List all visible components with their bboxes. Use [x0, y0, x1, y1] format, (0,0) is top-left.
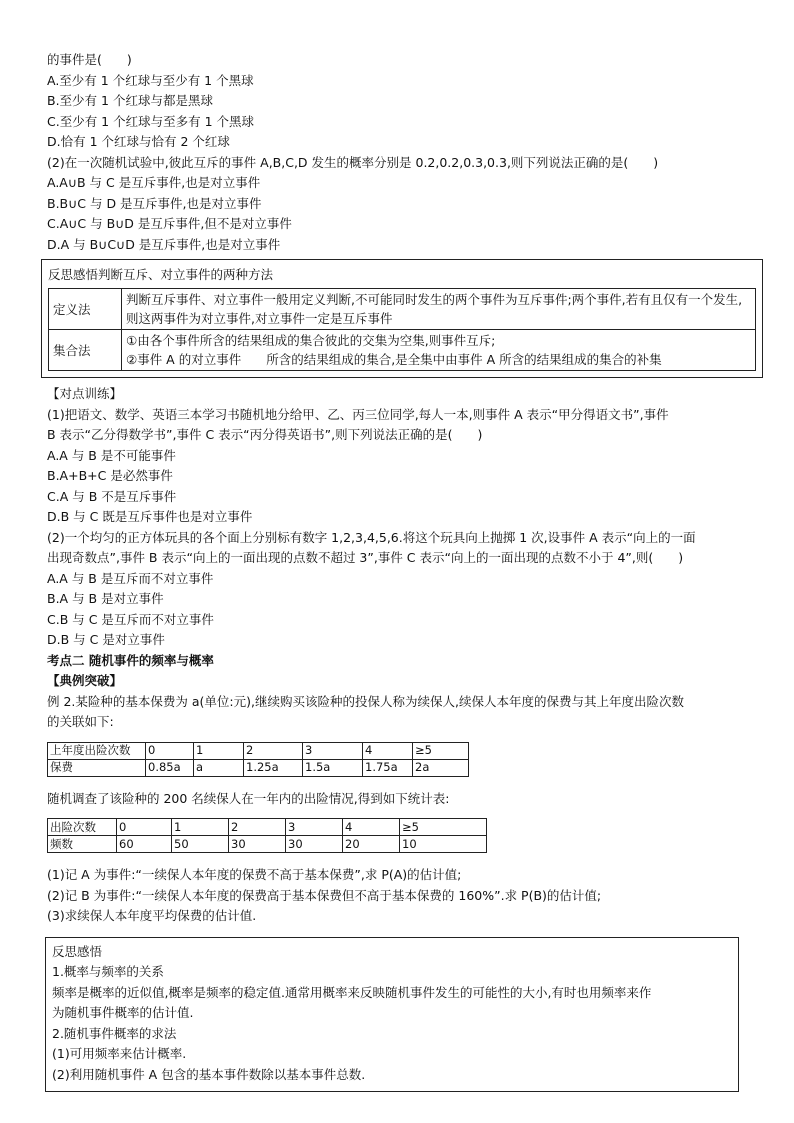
table-cell: 出险次数	[48, 819, 117, 836]
table-cell: 60	[117, 836, 172, 853]
table-cell: 1	[194, 742, 244, 759]
table-cell: 2	[229, 819, 286, 836]
method-content	[122, 330, 756, 371]
training-q2-stem: 出现奇数点”,事件 B 表示“向上的一面出现的点数不超过 3”,事件 C 表示“向上的一面出现的点数不小于 4”,则( )	[47, 550, 684, 565]
q2-option-a: A.A∪B 与 C 是互斥事件,也是对立事件	[47, 175, 261, 190]
table-cell: 3	[303, 742, 363, 759]
reflection-point-item: (2)利用随机事件 A 包含的基本事件数除以基本事件总数.	[52, 1066, 366, 1082]
table-row	[48, 742, 469, 759]
sub-question-3: (3)求续保人本年度平均保费的估计值.	[47, 908, 257, 923]
training-q1-option-b: B.A+B+C 是必然事件	[47, 468, 173, 483]
reflection-title: 反思感悟	[52, 943, 103, 959]
table-cell: 4	[363, 742, 413, 759]
methods-table	[48, 288, 756, 371]
document-page	[47, 50, 767, 1092]
table-cell: 2	[244, 742, 303, 759]
training-q2-option-d: D.B 与 C 是对立事件	[47, 632, 165, 647]
table-cell: 0	[146, 742, 194, 759]
training-q2-option-c: C.B 与 C 是互斥而不对立事件	[47, 611, 214, 627]
table-cell: 50	[172, 836, 229, 853]
survey-text: 随机调查了该险种的 200 名续保人在一年内的出险情况,得到如下统计表:	[47, 790, 450, 806]
reflection-point-item: (1)可用频率来估计概率.	[52, 1046, 187, 1061]
table-cell: 上年度出险次数	[48, 742, 146, 759]
reflection-point-title: 1.概率与频率的关系	[52, 964, 164, 979]
table-row	[49, 330, 756, 371]
sub-question-1: (1)记 A 为事件:“一续保人本年度的保费不高于基本保费”,求 P(A)的估计值;	[47, 867, 462, 882]
table-cell: 1.25a	[244, 759, 303, 776]
q1-option-a: A.至少有 1 个红球与至少有 1 个黑球	[47, 72, 254, 88]
example-text: 的关联如下:	[47, 714, 114, 729]
reflection-point-title: 2.随机事件概率的求法	[52, 1025, 177, 1041]
training-q1-option-d: D.B 与 C 既是互斥事件也是对立事件	[47, 509, 253, 524]
section-title: 考点二 随机事件的频率与概率	[47, 652, 214, 668]
table-cell: ≥5	[413, 742, 469, 759]
table-cell: 0	[117, 819, 172, 836]
reflection-box-probability	[45, 937, 739, 1093]
table-cell: 1	[172, 819, 229, 836]
training-q1-stem: (1)把语文、数学、英语三本学习书随机地分给甲、乙、丙三位同学,每人一本,则事件 A 表示“甲分得语文书”,事件	[47, 406, 669, 422]
training-q1-stem: B 表示“乙分得数学书”,事件 C 表示“丙分得英语书”,则下列说法正确的是( )	[47, 427, 483, 442]
sub-question-2: (2)记 B 为事件:“一续保人本年度的保费高于基本保费但不高于基本保费的 160%”.求 P(B)的估计值;	[47, 887, 602, 903]
example-heading: 【典例突破】	[47, 673, 123, 688]
reflection-point-text: 为随机事件概率的估计值.	[52, 1005, 194, 1020]
table-cell: 0.85a	[146, 759, 194, 776]
example-text: 例 2.某险种的基本保费为 a(单位:元),继续购买该险种的投保人称为续保人,续保人本年度的保费与其上年度出险次数	[47, 693, 684, 709]
table-cell: 2a	[413, 759, 469, 776]
q2-option-d: D.A 与 B∪C∪D 是互斥事件,也是对立事件	[47, 236, 281, 252]
q1-option-c: C.至少有 1 个红球与至多有 1 个黑球	[47, 113, 255, 129]
q2-option-c: C.A∪C 与 B∪D 是互斥事件,但不是对立事件	[47, 216, 292, 231]
training-q1-option-c: C.A 与 B 不是互斥事件	[47, 488, 177, 504]
table-cell: 3	[286, 819, 343, 836]
table-cell: 1.5a	[303, 759, 363, 776]
training-heading: 【对点训练】	[47, 386, 123, 401]
training-q2-option-a: A.A 与 B 是互斥而不对立事件	[47, 570, 214, 586]
reflection-point-text: 频率是概率的近似值,概率是频率的稳定值.通常用概率来反映随机事件发生的可能性的大小,有时也用频率来作	[52, 984, 652, 1000]
reflection-box-methods	[41, 259, 763, 378]
method-label: 集合法	[49, 330, 122, 371]
table-cell: ≥5	[400, 819, 487, 836]
table-cell: 1.75a	[363, 759, 413, 776]
reflection-title: 反思感悟判断互斥、对立事件的两种方法	[48, 267, 274, 282]
training-q2-stem: (2)一个均匀的正方体玩具的各个面上分别标有数字 1,2,3,4,5,6.将这个玩具向上抛掷 1 次,设事件 A 表示“向上的一面	[47, 529, 696, 545]
q1-option-b: B.至少有 1 个红球与都是黑球	[47, 93, 213, 108]
method-label: 定义法	[49, 289, 122, 330]
q2-option-b: B.B∪C 与 D 是互斥事件,也是对立事件	[47, 195, 262, 211]
table-cell: 保费	[48, 759, 146, 776]
frequency-table	[47, 818, 487, 853]
table-row	[48, 819, 487, 836]
table-cell: 10	[400, 836, 487, 853]
table-cell: 20	[343, 836, 400, 853]
table-cell: 4	[343, 819, 400, 836]
table-cell: 频数	[48, 836, 117, 853]
method-content: 判断互斥事件、对立事件一般用定义判断,不可能同时发生的两个事件为互斥事件;两个事件,若有且仅有一个发生,则这两事件为对立事件,对立事件一定是互斥事件	[122, 289, 756, 330]
table-cell: a	[194, 759, 244, 776]
method-content-line: ①由各个事件所含的结果组成的集合彼此的交集为空集,则事件互斥;	[126, 333, 496, 348]
table-row	[48, 836, 487, 853]
training-q2-option-b: B.A 与 B 是对立事件	[47, 591, 164, 606]
method-content-line: ②事件 A 的对立事件 所含的结果组成的集合,是全集中由事件 A 所含的结果组成的集合的补集	[126, 352, 662, 367]
table-row	[48, 759, 469, 776]
q1-stem: 的事件是( )	[47, 52, 132, 67]
premium-table	[47, 742, 469, 777]
table-cell: 30	[229, 836, 286, 853]
table-cell: 30	[286, 836, 343, 853]
training-q1-option-a: A.A 与 B 是不可能事件	[47, 447, 176, 463]
table-row	[49, 289, 756, 330]
q2-stem: (2)在一次随机试验中,彼此互斥的事件 A,B,C,D 发生的概率分别是 0.2,0.2,0.3,0.3,则下列说法正确的是( )	[47, 154, 659, 170]
q1-option-d: D.恰有 1 个红球与恰有 2 个红球	[47, 134, 230, 149]
